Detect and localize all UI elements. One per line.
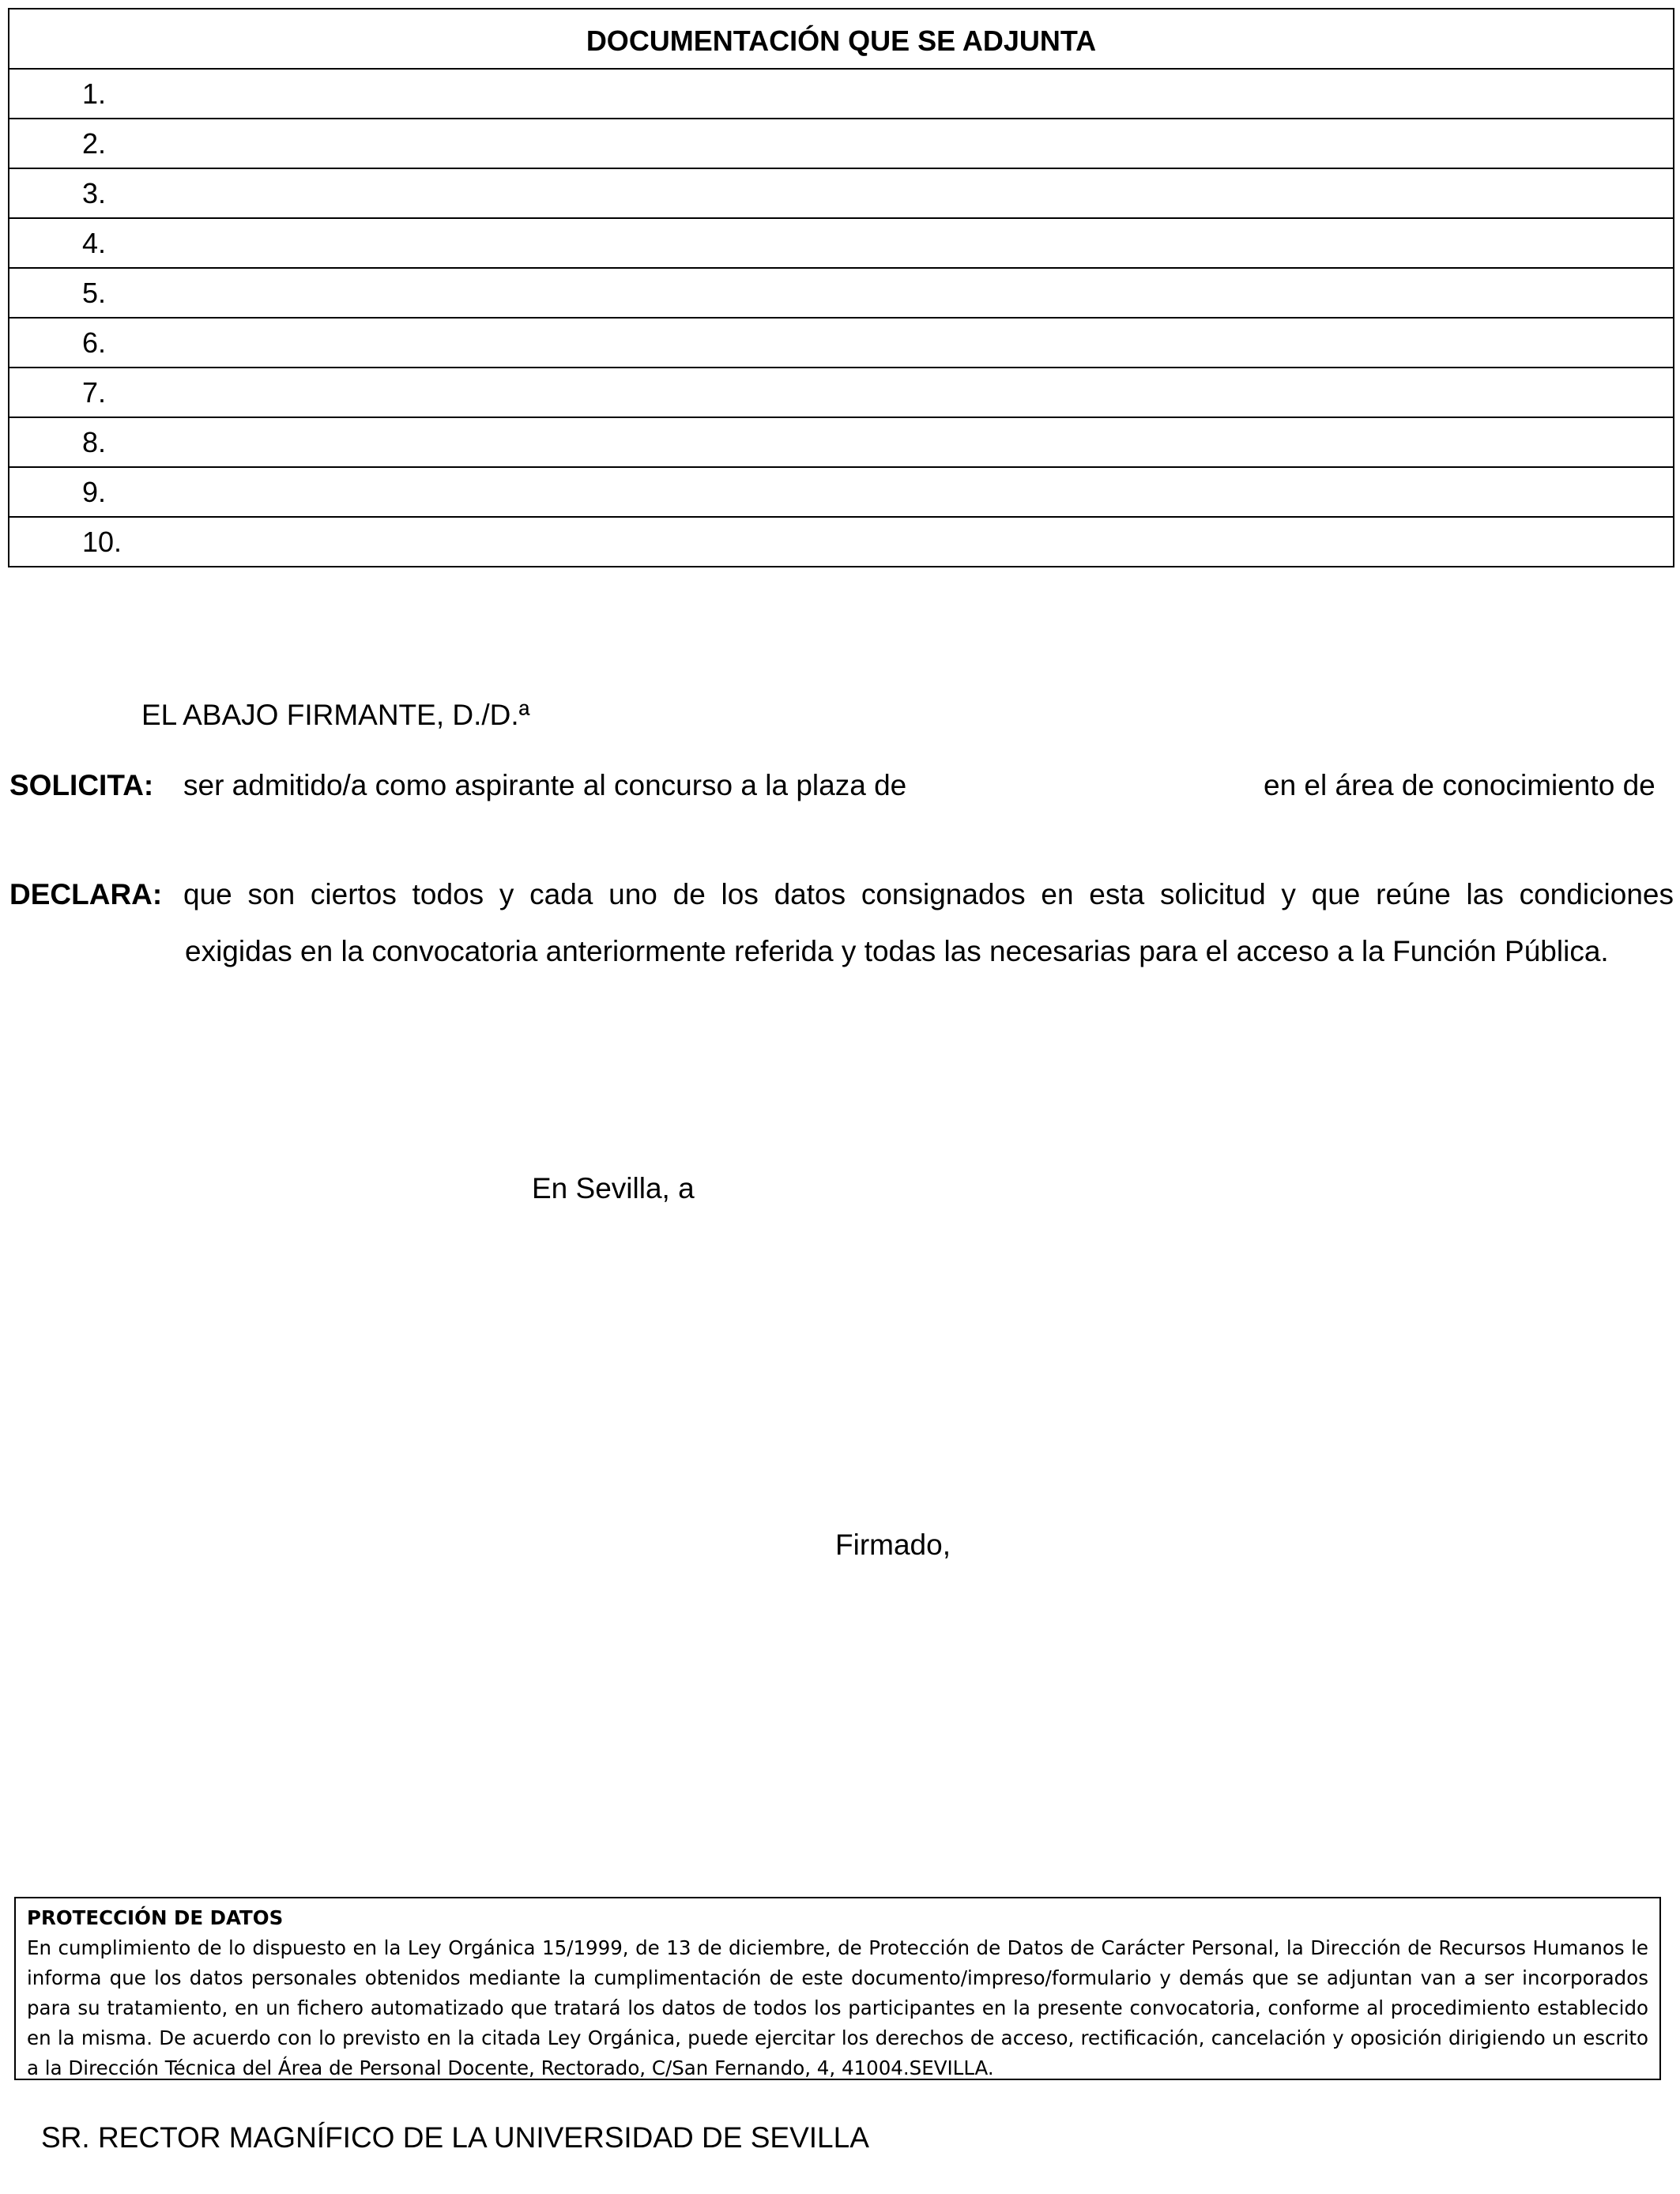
solicita-text-end: en el área de conocimiento de <box>1264 769 1656 801</box>
solicita-text: ser admitido/a como aspirante al concurso a la plaza de <box>183 769 907 801</box>
declara-first-line: que son ciertos todos y cada uno de los datos consignados en esta solicitud y que reúne las condiciones <box>183 878 1674 910</box>
attachment-row[interactable]: 1. <box>9 69 1674 119</box>
solicita-label: SOLICITA: <box>9 769 154 801</box>
attachment-row[interactable]: 5. <box>9 268 1674 318</box>
applicant-name-line: EL ABAJO FIRMANTE, D./D.ª <box>141 699 530 731</box>
addressee: SR. RECTOR MAGNÍFICO DE LA UNIVERSIDAD DE SEVILLA <box>41 2121 869 2154</box>
attachment-row[interactable]: 9. <box>9 467 1674 517</box>
attachments-table <box>8 8 1674 567</box>
attachments-title: DOCUMENTACIÓN QUE SE ADJUNTA <box>9 9 1674 69</box>
signature-label: Firmado, <box>835 1529 951 1561</box>
declara-label: DECLARA: <box>9 878 163 910</box>
place-date: En Sevilla, a <box>532 1172 695 1204</box>
data-protection-text: En cumplimiento de lo dispuesto en la Ley Orgánica 15/1999, de 13 de diciembre, de Protección de Datos de Carácter Personal, la Dirección de Recursos Humanos le informa que los datos personales obtenidos mediante la cumplimentación de este documento/impreso/formulario y demás que se adjuntan van a ser incorporados para su tratamiento, en un fichero automatizado que tratará los datos de todos los participantes en la presente convocatoria, conforme al procedimiento establecido en la misma. De acuerdo con lo previsto en la citada Ley Orgánica, puede ejercitar los derechos de acceso, rectificación, cancelación y oposición dirigiendo un escrito a la Dirección Técnica del Área de Personal Docente, Rectorado, C/San Fernando, 4, 41004.SEVILLA. <box>27 1936 1648 2079</box>
attachment-row[interactable]: 10. <box>9 517 1674 567</box>
data-protection-box <box>14 1897 1661 2080</box>
attachment-row[interactable]: 2. <box>9 119 1674 168</box>
attachment-row[interactable]: 7. <box>9 368 1674 417</box>
attachment-row[interactable]: 8. <box>9 417 1674 467</box>
attachment-row[interactable]: 6. <box>9 318 1674 368</box>
attachment-row[interactable]: 3. <box>9 168 1674 218</box>
attachment-row[interactable]: 4. <box>9 218 1674 268</box>
data-protection-title: PROTECCIÓN DE DATOS <box>27 1906 284 1929</box>
declara-continuation: exigidas en la convocatoria anteriormente referida y todas las necesarias para el acceso a la Función Pública. <box>185 935 1609 967</box>
